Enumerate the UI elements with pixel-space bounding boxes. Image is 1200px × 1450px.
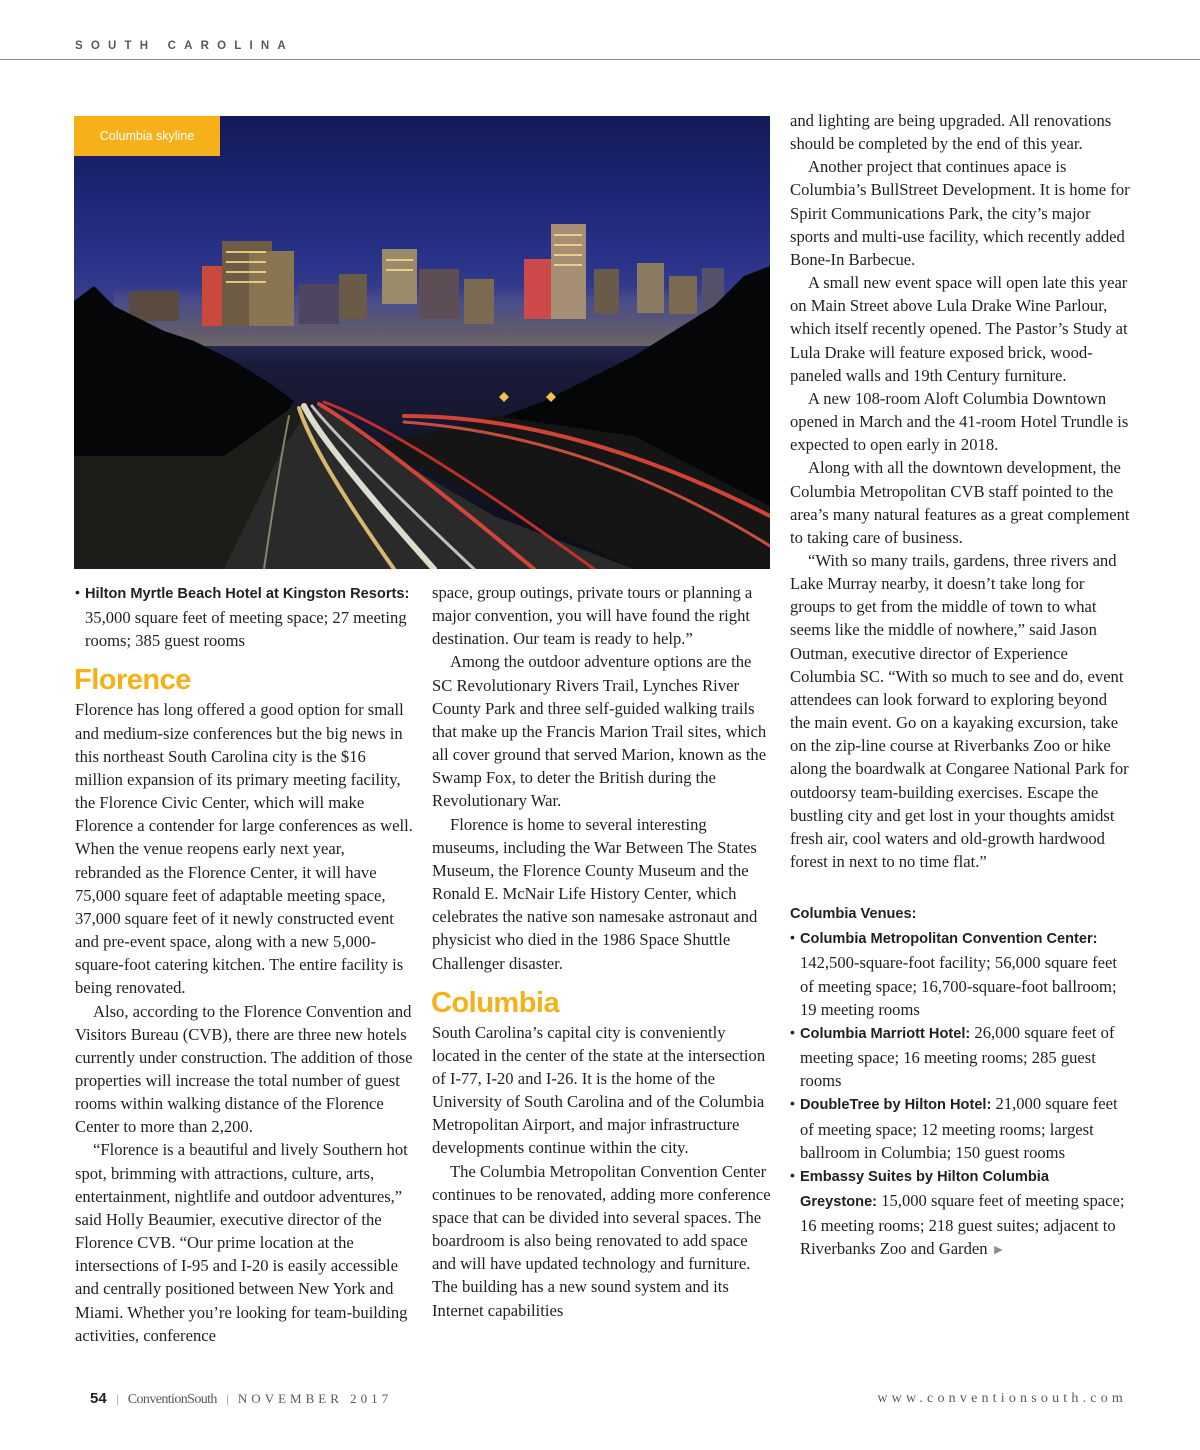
venue-name: Columbia Marriott Hotel: <box>800 1025 971 1042</box>
venue-list-item <box>790 1164 1130 1263</box>
venue-name: Columbia Metropolitan Convention Center: <box>800 931 1098 948</box>
venue-details: 15,000 square feet of meeting space; 16 meeting rooms; 218 guest suites; adjacent to Riverbanks Zoo and Garden <box>800 1191 1125 1259</box>
body-paragraph: The Columbia Metropolitan Convention Center continues to be renovated, adding more conference space that can be divided into several spaces. The boardroom is also being renovated to add space and will have updated technology and furniture. The building has a new sound system and its Internet capabilities <box>432 1161 771 1320</box>
header-rule <box>0 59 1200 60</box>
magazine-name: ConventionSouth <box>127 1392 217 1407</box>
venue-list-item <box>790 1021 1130 1092</box>
columbia-heading: Columbia <box>431 986 560 1019</box>
photo-caption-label: Columbia skyline <box>74 116 220 156</box>
column-3 <box>790 109 1130 1263</box>
venue-details: 26,000 square feet of meeting space; 16 meeting rooms; 285 guest rooms <box>800 1022 1115 1091</box>
venue-name: Hilton Myrtle Beach Hotel at Kingston Resorts: <box>85 586 410 602</box>
body-paragraph: Also, according to the Florence Convention and Visitors Bureau (CVB), there are three new hotels currently under construction. The addition of those properties will increase the total number of guest rooms within walking distance of the Florence Center to more than 2,200. <box>75 1001 413 1137</box>
body-paragraph: Florence has long offered a good option for small and medium-size conferences but the big news in this northeast South Carolina city is the $16 million expansion of its primary meeting facility, the Florence Civic Center, which will make Florence a contender for large conferences as well. When the venue reopens early next year, rebranded as the Florence Center, it will have 75,000 square feet of adaptable meeting space, 37,000 square feet of it newly constructed event and pre-event space, along with a new 5,000-square-foot catering kitchen. The entire facility is being renovated. <box>75 700 413 998</box>
body-paragraph: A new 108-room Aloft Columbia Downtown opened in March and the 41-room Hotel Trundle is expected to open early in 2018. <box>790 388 1129 455</box>
venues-title: Columbia Venues: <box>790 906 917 923</box>
issue-date: NOVEMBER 2017 <box>237 1391 393 1406</box>
body-paragraph: “With so many trails, gardens, three rivers and Lake Murray nearby, it doesn’t take long for groups to get from the middle of town to what seems like the middle of nowhere,” said Jason Outman, executive director of Experience Columbia SC. “With so much to see and do, event attendees can look forward to exploring beyond the main event. Go on a kayaking excursion, take on the zip-line course at Riverbanks Zoo or hike along the boardwalk at Congaree National Park for outdoorsy team-building exercises. Escape the bustling city and get lost in your thoughts amidst fresh air, cool waters and old-growth hardwood forest in next to no time flat.” <box>790 550 1129 871</box>
footer-url: www.conventionsouth.com <box>877 1391 1127 1406</box>
bullet-icon: • <box>790 1023 795 1040</box>
venue-name: Embassy Suites by Hilton Columbia Greystone: <box>800 1168 1049 1211</box>
body-paragraph: Florence is home to several interesting museums, including the War Between The States Museum, the Florence County Museum and the Ronald E. McNair Life History Center, which celebrates the native son namesake astronaut and physicist who died in the 1986 Space Shuttle Challenger disaster. <box>432 814 758 973</box>
folio <box>90 1390 392 1408</box>
body-paragraph: and lighting are being upgraded. All renovations should be completed by the end of this year. <box>790 111 1112 154</box>
venue-details: 142,500-square-foot facility; 56,000 square feet of meeting space; 16,700-square-foot ballroom; 19 meeting rooms <box>800 953 1118 1019</box>
columbia-skyline-photo <box>74 116 770 569</box>
folio-separator: | <box>226 1391 229 1406</box>
bullet-icon: • <box>790 1095 795 1112</box>
page-number: 54 <box>90 1390 107 1407</box>
bullet-icon: • <box>75 584 80 600</box>
venue-details: 35,000 square feet of meeting space; 27 meeting rooms; 385 guest rooms <box>85 608 407 651</box>
bullet-icon: • <box>790 929 795 946</box>
venue-details: 21,000 square feet of meeting space; 12 meeting rooms; largest ballroom in Columbia; 150 guest rooms <box>800 1094 1118 1162</box>
florence-heading: Florence <box>74 664 191 697</box>
bullet-icon: • <box>790 1166 795 1183</box>
body-paragraph: Among the outdoor adventure options are the SC Revolutionary Rivers Trail, Lynches River County Park and three self-guided walking trails that make up the Francis Marion Trail sites, which all cover ground that served Marion, known as the Swamp Fox, to deter the British during the Revolutionary War. <box>432 652 767 811</box>
venue-list-item <box>790 1092 1130 1163</box>
body-paragraph: “Florence is a beautiful and lively Southern hot spot, brimming with attractions, culture, arts, entertainment, nightlife and outdoor adventures,” said Holly Beaumier, executive director of the Florence CVB. “Our prime location at the intersections of I-95 and I-20 is easily accessible and centrally positioned between New York and Miami. Whether you’re looking for team-building activities, conference <box>75 1140 408 1345</box>
column-2 <box>432 581 772 1322</box>
column-1 <box>75 581 415 1347</box>
continue-arrow-icon: ► <box>991 1243 1006 1259</box>
body-paragraph: Another project that continues apace is Columbia’s BullStreet Development. It is home for Spirit Communications Park, the city’s major sports and multi-use facility, which recently added Bone-In Barbecue. <box>790 157 1130 269</box>
folio-separator: | <box>115 1391 119 1406</box>
skyline-illustration <box>74 116 770 569</box>
body-paragraph: South Carolina’s capital city is conveniently located in the center of the state at the intersection of I-77, I-20 and I-26. It is the home of the University of South Carolina and of the Columbia Metropolitan Airport, and major infrastructure developments continue within the city. <box>432 1022 766 1158</box>
venue-list-item <box>75 581 415 652</box>
venue-name: DoubleTree by Hilton Hotel: <box>800 1097 992 1114</box>
body-paragraph: Along with all the downtown development, the Columbia Metropolitan CVB staff pointed to the area’s many natural features as a great complement to taking care of business. <box>790 458 1130 547</box>
body-paragraph: A small new event space will open late this year on Main Street above Lula Drake Wine Parlour, which itself recently opened. The Pastor’s Study at Lula Drake will feature exposed brick, wood-paneled walls and 19th Century furniture. <box>790 273 1128 385</box>
body-paragraph: space, group outings, private tours or planning a major convention, you will have found the right destination. Our team is ready to help.” <box>432 583 753 649</box>
running-head: SOUTH CAROLINA <box>75 40 294 52</box>
venue-list-item <box>790 926 1130 1021</box>
